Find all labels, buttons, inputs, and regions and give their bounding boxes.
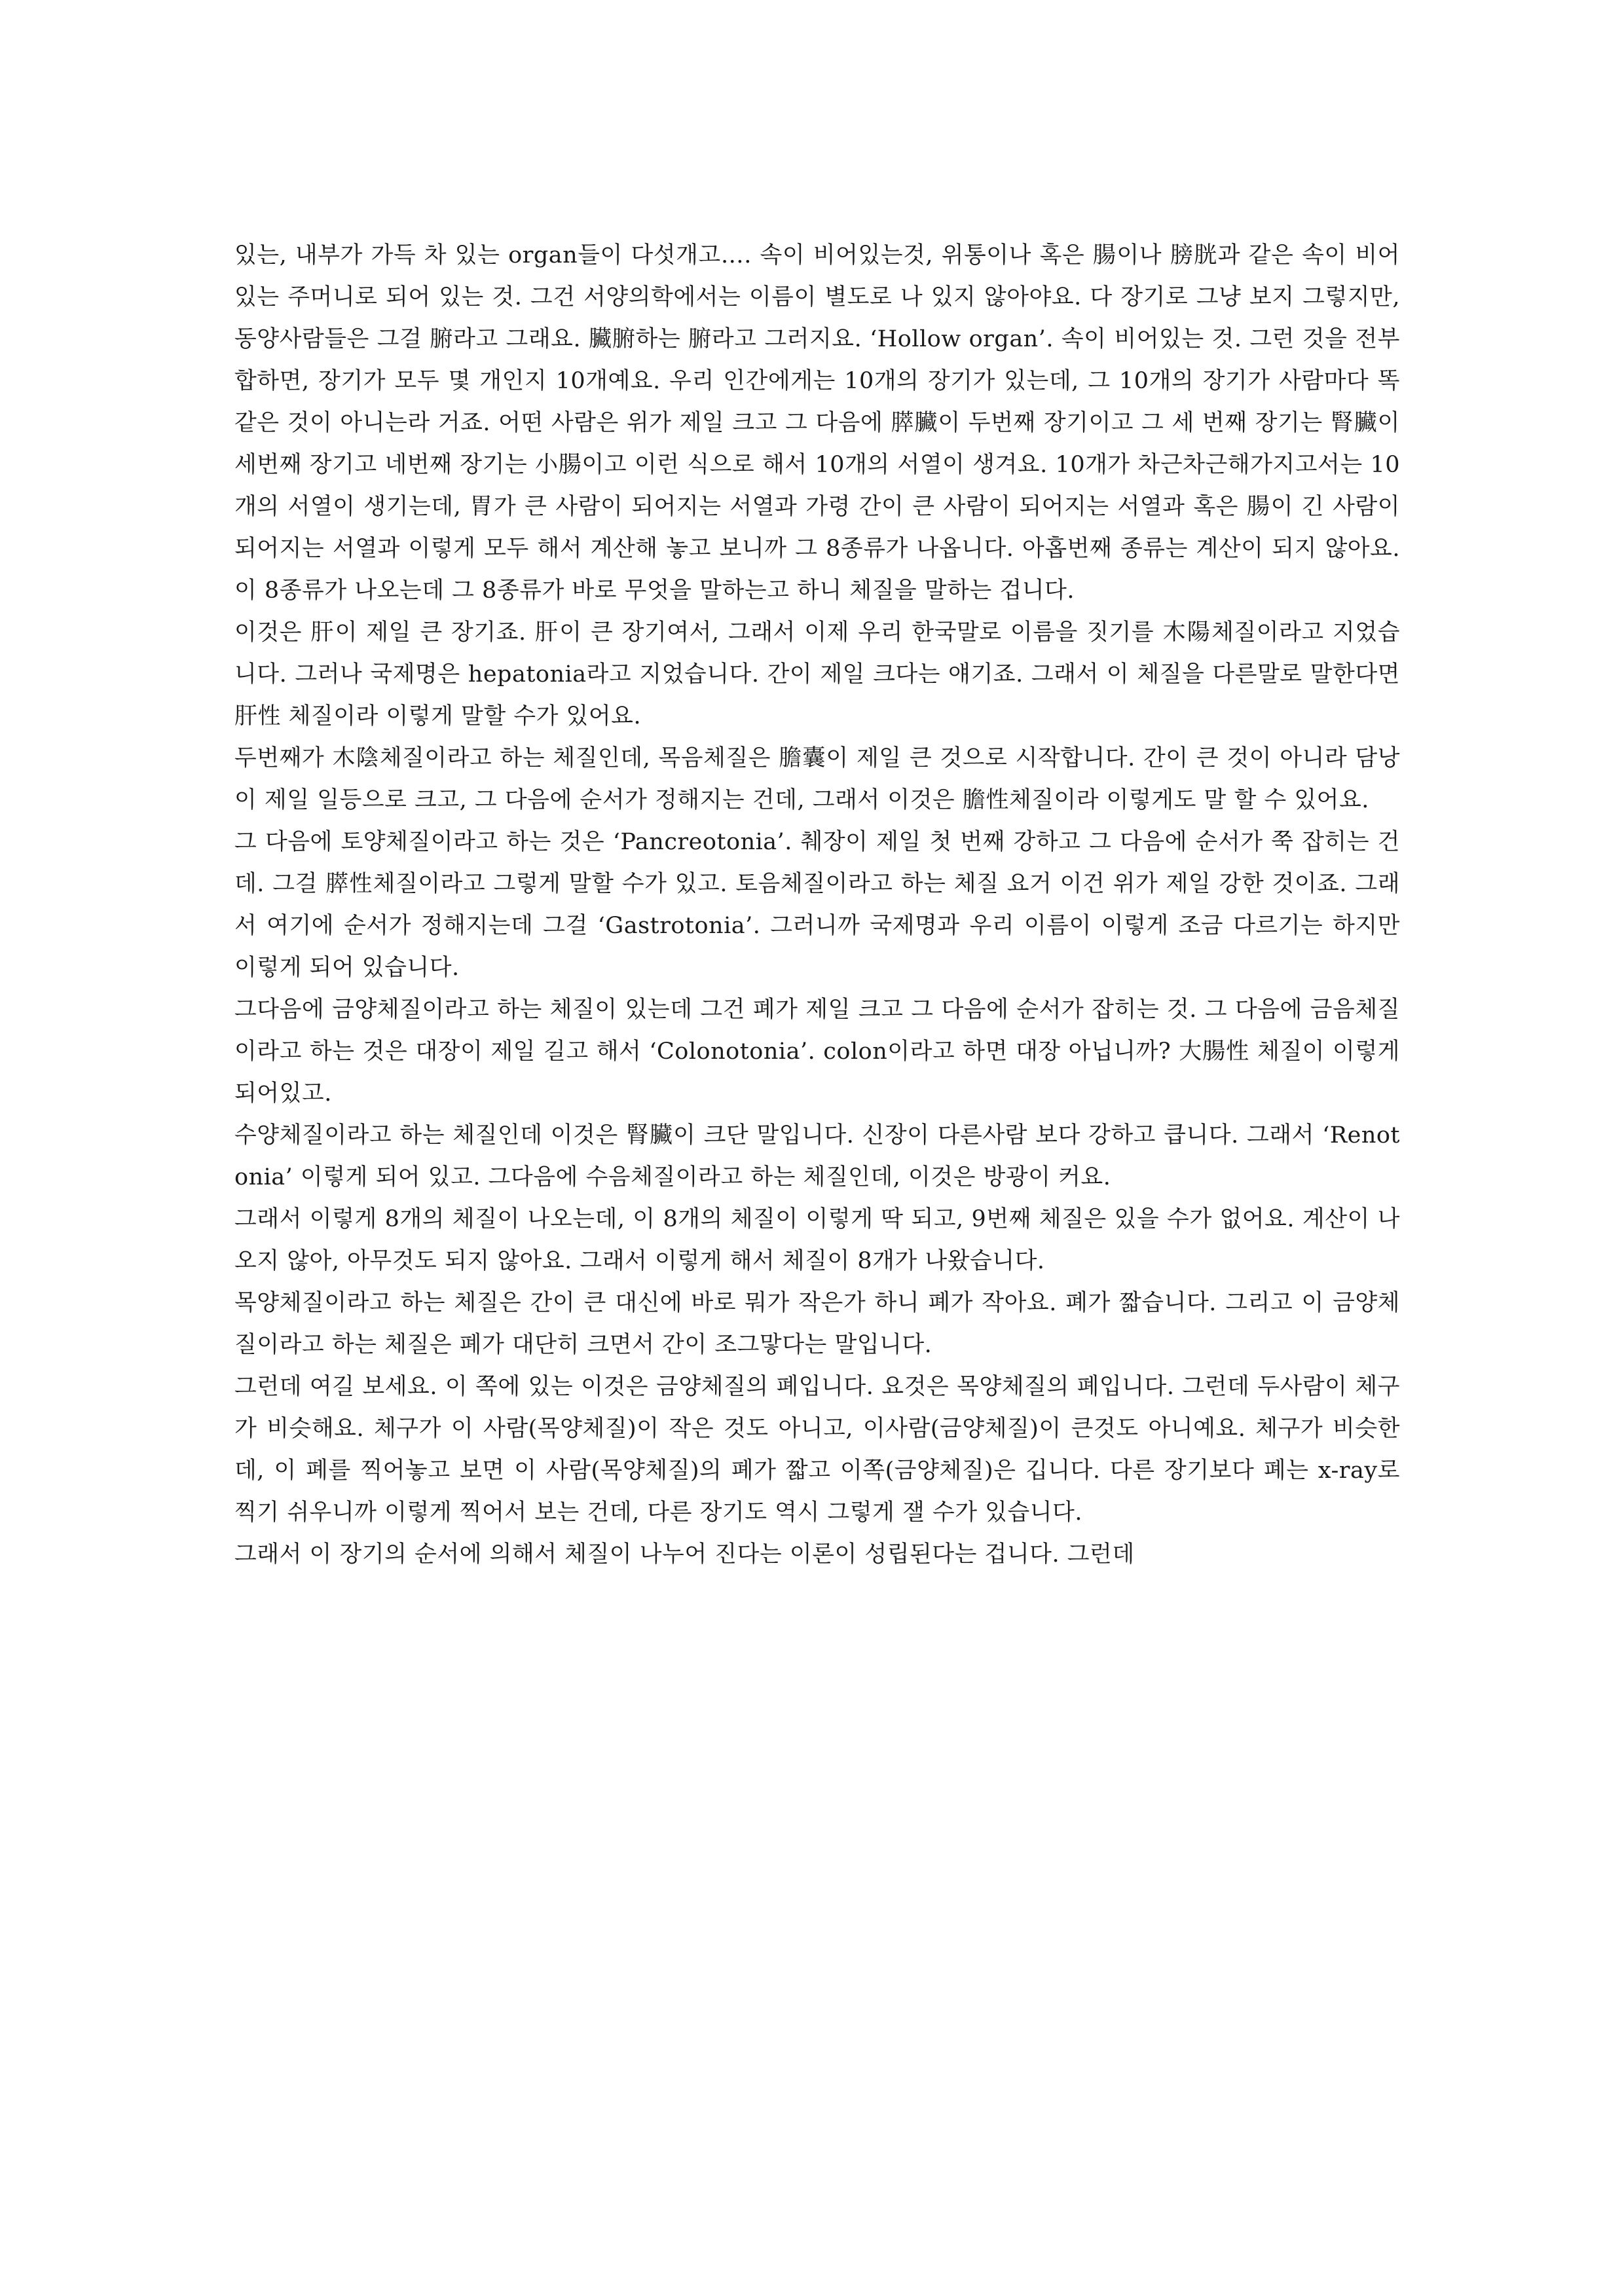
paragraph-9: 그런데 여길 보세요. 이 쪽에 있는 이것은 금양체질의 폐입니다. 요것은 목양체질의 폐입니다. 그런데 두사람이 체구가 비슷해요. 체구가 이 사람(목양체질)이 작은 것도 아니고, 이사람(금양체질)이 큰것도 아니예요. 체구가 비슷한데, 이 폐를 찍어놓고 보면 이 사람(목양체질)의 폐가 짧고 이쪽(금양체질)은 깁니다. 다른 장기보다 폐는 x-ray로 찍기 쉬우니까 이렇게 찍어서 보는 건데, 다른 장기도 역시 그렇게 잴 수가 있습니다. (234, 1374, 1400, 1526)
paragraph-8: 목양체질이라고 하는 체질은 간이 큰 대신에 바로 뭐가 작은가 하니 폐가 작아요. 폐가 짧습니다. 그리고 이 금양체질이라고 하는 체질은 폐가 대단히 크면서 간이 조그맣다는 말입니다. (234, 1290, 1400, 1358)
paragraph-5: 그다음에 금양체질이라고 하는 체질이 있는데 그건 폐가 제일 크고 그 다음에 순서가 잡히는 것. 그 다음에 금음체질이라고 하는 것은 대장이 제일 길고 해서 ‘Colonotonia’. colon이라고 하면 대장 아닙니까? 大腸性 체질이 이렇게 되어있고. (234, 997, 1400, 1107)
paragraph-1: 있는, 내부가 가득 차 있는 organ들이 다섯개고…. 속이 비어있는것, 위통이나 혹은 腸이나 膀胱과 같은 속이 비어있는 주머니로 되어 있는 것. 그건 서양의학에서는 이름이 별도로 나 있지 않아야요. 다 장기로 그냥 보지 그렇지만, 동양사람들은 그걸 腑라고 그래요. 臟腑하는 腑라고 그러지요. ‘Hollow organ’. 속이 비어있는 것. 그런 것을 전부 합하면, 장기가 모두 몇 개인지 10개예요. 우리 인간에게는 10개의 장기가 있는데, 그 10개의 장기가 사람마다 똑 같은 것이 아니는라 거죠. 어떤 사람은 위가 제일 크고 그 다음에 膵臟이 두번째 장기이고 그 세 번째 장기는 腎臟이 세번째 장기고 네번째 장기는 小腸이고 이런 식으로 해서 10개의 서열이 생겨요. 10개가 차근차근해가지고서는 10개의 서열이 생기는데, 胃가 큰 사람이 되어지는 서열과 가령 간이 큰 사람이 되어지는 서열과 혹은 腸이 긴 사람이 되어지는 서열과 이렇게 모두 해서 계산해 놓고 보니까 그 8종류가 나옵니다. 아홉번째 종류는 계산이 되지 않아요. 이 8종류가 나오는데 그 8종류가 바로 무엇을 말하는고 하니 체질을 말하는 겁니다. (234, 242, 1400, 604)
paragraph-3: 두번째가 木陰체질이라고 하는 체질인데, 목음체질은 膽囊이 제일 큰 것으로 시작합니다. 간이 큰 것이 아니라 담낭이 제일 일등으로 크고, 그 다음에 순서가 정해지는 건데, 그래서 이것은 膽性체질이라 이렇게도 말 할 수 있어요. (234, 745, 1400, 813)
paragraph-7: 그래서 이렇게 8개의 체질이 나오는데, 이 8개의 체질이 이렇게 딱 되고, 9번째 체질은 있을 수가 없어요. 계산이 나오지 않아, 아무것도 되지 않아요. 그래서 이렇게 해서 체질이 8개가 나왔습니다. (234, 1206, 1400, 1274)
document-page (234, 234, 1400, 2159)
paragraph-10: 그래서 이 장기의 순서에 의해서 체질이 나누어 진다는 이론이 성립된다는 겁니다. 그런데 (234, 1541, 1135, 1568)
paragraph-4: 그 다음에 토양체질이라고 하는 것은 ‘Pancreotonia’. 췌장이 제일 첫 번째 강하고 그 다음에 순서가 쭉 잡히는 건데. 그걸 膵性체질이라고 그렇게 말할 수가 있고. 토음체질이라고 하는 체질 요거 이건 위가 제일 강한 것이죠. 그래서 여기에 순서가 정해지는데 그걸 ‘Gastrotonia’. 그러니까 국제명과 우리 이름이 이렇게 조금 다르기는 하지만 이렇게 되어 있습니다. (234, 829, 1400, 981)
paragraph-2: 이것은 肝이 제일 큰 장기죠. 肝이 큰 장기여서, 그래서 이제 우리 한국말로 이름을 짓기를 木陽체질이라고 지었습니다. 그러나 국제명은 hepatonia라고 지었습니다. 간이 제일 크다는 얘기죠. 그래서 이 체질을 다른말로 말한다면 肝性 체질이라 이렇게 말할 수가 있어요. (234, 619, 1400, 729)
paragraph-6: 수양체질이라고 하는 체질인데 이것은 腎臟이 크단 말입니다. 신장이 다른사람 보다 강하고 큽니다. 그래서 ‘Renotonia’ 이렇게 되어 있고. 그다음에 수음체질이라고 하는 체질인데, 이것은 방광이 커요. (234, 1122, 1400, 1190)
